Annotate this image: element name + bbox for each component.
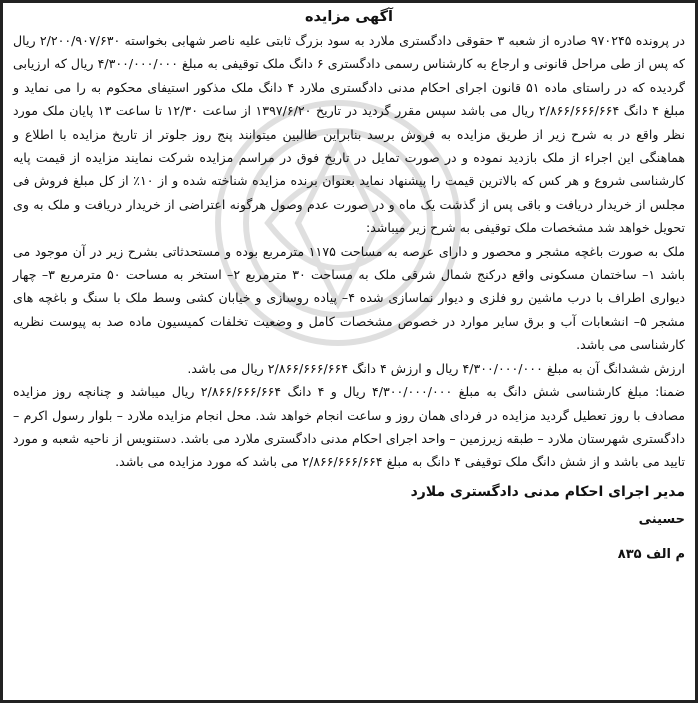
notice-code: م الف ۸۳۵ — [617, 546, 685, 562]
signature-name: حسینی — [638, 511, 685, 527]
notice-paragraph-valuation: ارزش ششدانگ آن به مبلغ ۴/۳۰۰/۰۰۰/۰۰۰ ریال و ارزش ۴ دانگ ۲/۸۶۶/۶۶۶/۶۶۴ ریال می باشد. — [187, 360, 685, 376]
signature-title: مدیر اجرای احکام مدنی دادگستری ملارد — [410, 483, 685, 500]
notice-content — [13, 7, 685, 696]
notice-paragraph-auction-terms: در پرونده ۹۷۰۲۴۵ صادره از شعبه ۳ حقوقی دادگستری ملارد به سود بزرگ ثابتی علیه ناصر شهابی بخواسته ۲/۲۰۰/۹۰۷/۶۳۰ ریال که پس از طی مراحل قانونی و ارجاع به کارشناس رسمی دادگستری ۶ دانگ ملک توقیفی به مبلغ ۴/۳۰۰/۰۰۰/۰۰۰ ریال که ارزیابی گردیده که در راستای ماده ۵۱ قانون اجرای احکام مدنی دادگستری ملارد ۴ دانگ ملک مذکور استیفای محکوم به را می نماید و مبلغ ۴ دانگ ۲/۸۶۶/۶۶۶/۶۶۴ ریال می باشد سپس مقرر گردید در تاریخ ۱۳۹۷/۶/۲۰ از ساعت ۱۲/۳۰ تا ساعت ۱۳ پایان ملک مورد نظر واقع در به شرح زیر از طریق مزایده به فروش برسد بنابراین طالبین میتوانند پنج روز جلوتر از تاریخ مزایده با اطلاع و هماهنگی این اجراء از ملک بازدید نموده و در صورت تمایل در تاریخ فوق در مراسم مزایده شرکت نمایند مزایده از قیمت پایه کارشناسی شروع و هر کس که بالاترین قیمت را پیشنهاد نماید بعنوان برنده مزایده شناخته شده و از ۱۰٪ از کل مبلغ فروش فی مجلس از خریدار دریافت و باقی پس از گذشت یک ماه و در صورت عدم وصول هرگونه اعتراضی از خریدار دریافت و ملک به وی تحویل خواهد شد مشخصات ملک توقیفی به شرح زیر میباشد: — [13, 33, 686, 236]
notice-paragraph-additional-info: ضمنا: مبلغ کارشناسی شش دانگ به مبلغ ۴/۳۰۰/۰۰۰/۰۰۰ ریال و ۴ دانگ ۲/۸۶۶/۶۶۶/۶۶۴ ریال میباشد و چنانچه روز مزایده مصادف با روز تعطیل گردید مزایده در فردای همان روز و ساعت انجام خواهد شد. محل انجام مزایده ملارد – بلوار رسول اکرم – دادگستری شهرستان ملارد – طبقه زیرزمین – واحد اجرای احکام مدنی دادگستری ملارد می باشد. دستنویس از ناحیه شعبه و مورد تایید می باشد و از شش دانگ ملک توقیفی ۴ دانگ به مبلغ ۲/۸۶۶/۶۶۶/۶۶۴ می باشد که مورد مزایده می باشد. — [13, 384, 686, 470]
notice-paragraph-property-description: ملک به صورت باغچه مشجر و محصور و دارای عرصه به مساحت ۱۱۷۵ مترمربع بوده و مستحدثاتی بشرح زیر در آن موجود می باشد ۱– ساختمان مسکونی واقع درکنج شمال شرقی ملک به مساحت ۳۰ مترمربع ۲– استخر به مساحت ۵۰ مترمربع ۳– چهار دیواری اطراف با درب ماشین رو فلزی و دیوار نماسازی شده ۴– پیاده روسازی و خیابان کشی وسط ملک با سنگ و باغچه های مشجر ۵– انشعابات آب و برق سایر موارد در خصوص مشخصات کامل و وضعیت تخلفات کمیسیون ماده صد به پیوست نظریه کارشناسی می باشد. — [13, 243, 686, 353]
notice-title: آگهی مزایده — [304, 9, 394, 25]
